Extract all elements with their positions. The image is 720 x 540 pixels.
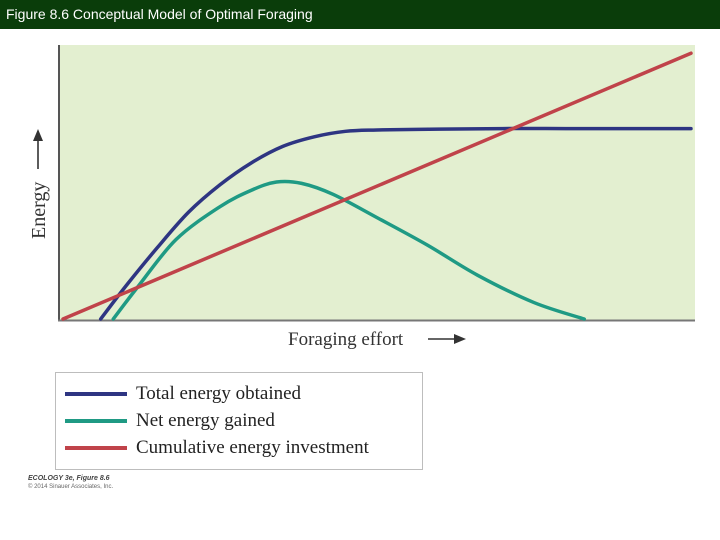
- y-axis-label: Energy: [28, 181, 50, 239]
- legend-item-net: [56, 408, 422, 434]
- legend-swatch-total: [65, 392, 127, 396]
- legend-label-total: Total energy obtained: [136, 383, 302, 404]
- credit-copyright: © 2014 Sinauer Associates, Inc.: [28, 484, 114, 490]
- legend-label-investment: Cumulative energy investment: [136, 437, 369, 458]
- legend-swatch-net: [65, 419, 127, 423]
- x-axis-label: Foraging effort: [288, 329, 404, 350]
- credit-figure-ref: ECOLOGY 3e, Figure 8.6: [28, 475, 110, 482]
- figure-credit: [28, 475, 113, 490]
- y-axis-arrow-icon: [33, 129, 43, 169]
- foraging-chart: [0, 29, 720, 369]
- legend: [55, 372, 423, 470]
- x-axis-arrow-icon: [428, 334, 466, 344]
- legend-swatch-investment: [65, 446, 127, 450]
- slide-title: Figure 8.6 Conceptual Model of Optimal Foraging: [0, 0, 720, 29]
- legend-item-total: [56, 381, 422, 407]
- legend-item-investment: [56, 435, 422, 461]
- legend-label-net: Net energy gained: [136, 410, 275, 431]
